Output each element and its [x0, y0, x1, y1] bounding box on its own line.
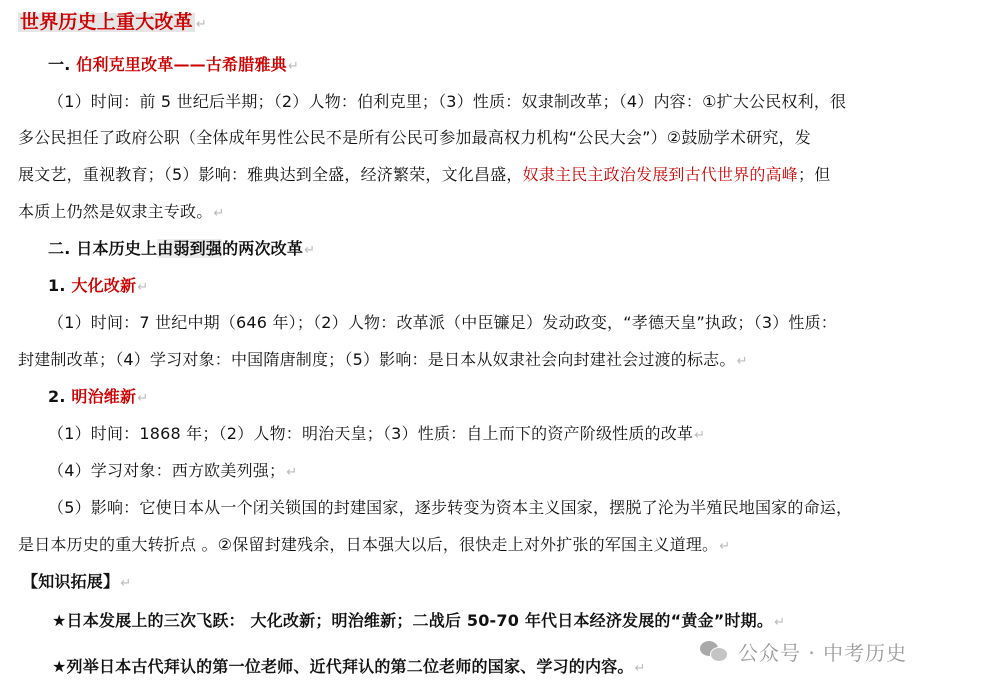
paragraph-mark: ↵	[736, 354, 748, 369]
wechat-icon	[700, 639, 730, 663]
section1-line-3	[18, 165, 830, 185]
section1-heading-prefix: 一.	[48, 55, 77, 74]
section2-heading-a: 二. 日本历史上	[48, 239, 158, 258]
title-highlight	[18, 13, 195, 32]
sub2-prefix: 2.	[48, 387, 72, 406]
sub2-line-1	[48, 424, 705, 446]
sub1-line-1: （1）时间：7 世纪中期（646 年）；（2）人物：改革派（中臣镰足）发动政变，“孝德天皇”执政；（3）性质：	[48, 313, 838, 332]
paragraph-mark: ↵	[774, 615, 786, 630]
sub2-line-1-text: （1）时间：1868 年；（2）人物：明治天皇；（3）性质：自上而下的资产阶级性质的改革	[48, 424, 694, 443]
extension-star-2	[52, 657, 646, 679]
section2-heading-b: 的两次改革	[222, 239, 304, 258]
document-title-line	[18, 8, 207, 39]
section1-line-4-text: 本质上仍然是奴隶主专政。	[18, 202, 213, 221]
section1-line-4	[18, 202, 225, 224]
paragraph-mark: ↵	[719, 539, 731, 554]
sub2-heading	[48, 387, 148, 409]
sub1-prefix: 1.	[48, 276, 72, 295]
sub2-line-3: （5）影响：它使日本从一个闭关锁国的封建国家，逐步转变为资本主义国家，摆脱了沦为半殖民地国家的命运，	[48, 498, 853, 517]
sub1-heading	[48, 276, 148, 298]
paragraph-mark: ↵	[286, 465, 298, 480]
extension-star-1	[52, 611, 785, 633]
section1-heading-text: 伯利克里改革——古希腊雅典	[76, 55, 287, 74]
extension-heading	[22, 572, 131, 594]
section2-heading	[48, 239, 315, 261]
sub2-name: 明治维新	[71, 387, 137, 406]
extension-star-2-text: ★列举日本古代拜认的第一位老师、近代拜认的第二位老师的国家、学习的内容。	[52, 657, 634, 676]
paragraph-mark: ↵	[213, 206, 225, 221]
extension-heading-text: 【知识拓展】	[22, 572, 120, 591]
paragraph-mark: ↵	[137, 280, 149, 295]
section1-line-3-text: 展文艺，重视教育；（5）影响：雅典达到全盛，经济繁荣，文化昌盛，	[18, 165, 523, 184]
watermark-text: 公众号 · 中考历史	[738, 640, 908, 665]
paragraph-mark: ↵	[634, 661, 646, 676]
section1-line-2: 多公民担任了政府公职（全体成年男性公民不是所有公民可参加最高权力机构“公民大会”）②鼓励学术研究，发	[18, 128, 811, 147]
sub2-line-4-text: 是日本历史的重大转折点 。②保留封建残余，日本强大以后，很快走上对外扩张的军国主义道理。	[18, 535, 719, 554]
paragraph-mark: ↵	[694, 428, 706, 443]
document-title: 世界历史上重大改革	[20, 11, 193, 33]
paragraph-mark: ↵	[137, 391, 149, 406]
section1-line-3-tail: ；但	[798, 165, 831, 184]
sub2-line-2	[48, 461, 297, 483]
section1-line-1: （1）时间：前 5 世纪后半期；（2）人物：伯利克里；（3）性质：奴隶制改革；（4）内容：①扩大公民权利，很	[48, 92, 847, 111]
section2-heading-highlight: 由弱到强	[157, 239, 223, 258]
section1-heading	[48, 55, 299, 77]
sub1-line-2-text: 封建制改革；（4）学习对象：中国隋唐制度；（5）影响：是日本从奴隶社会向封建社会过渡的标志。	[18, 350, 736, 369]
sub2-line-4	[18, 535, 730, 557]
sub2-line-2-text: （4）学习对象：西方欧美列强；	[48, 461, 286, 480]
sub1-line-2	[18, 350, 748, 372]
sub1-name: 大化改新	[71, 276, 137, 295]
section1-line-3-highlight: 奴隶主民主政治发展到古代世界的高峰	[522, 165, 798, 184]
extension-star-1-text: ★日本发展上的三次飞跃： 大化改新；明治维新；二战后 50-70 年代日本经济发展的“黄金”时期。	[52, 611, 774, 630]
paragraph-mark: ↵	[195, 17, 207, 32]
paragraph-mark: ↵	[287, 59, 299, 74]
paragraph-mark: ↵	[120, 576, 132, 591]
watermark	[700, 636, 907, 666]
paragraph-mark: ↵	[304, 243, 316, 258]
